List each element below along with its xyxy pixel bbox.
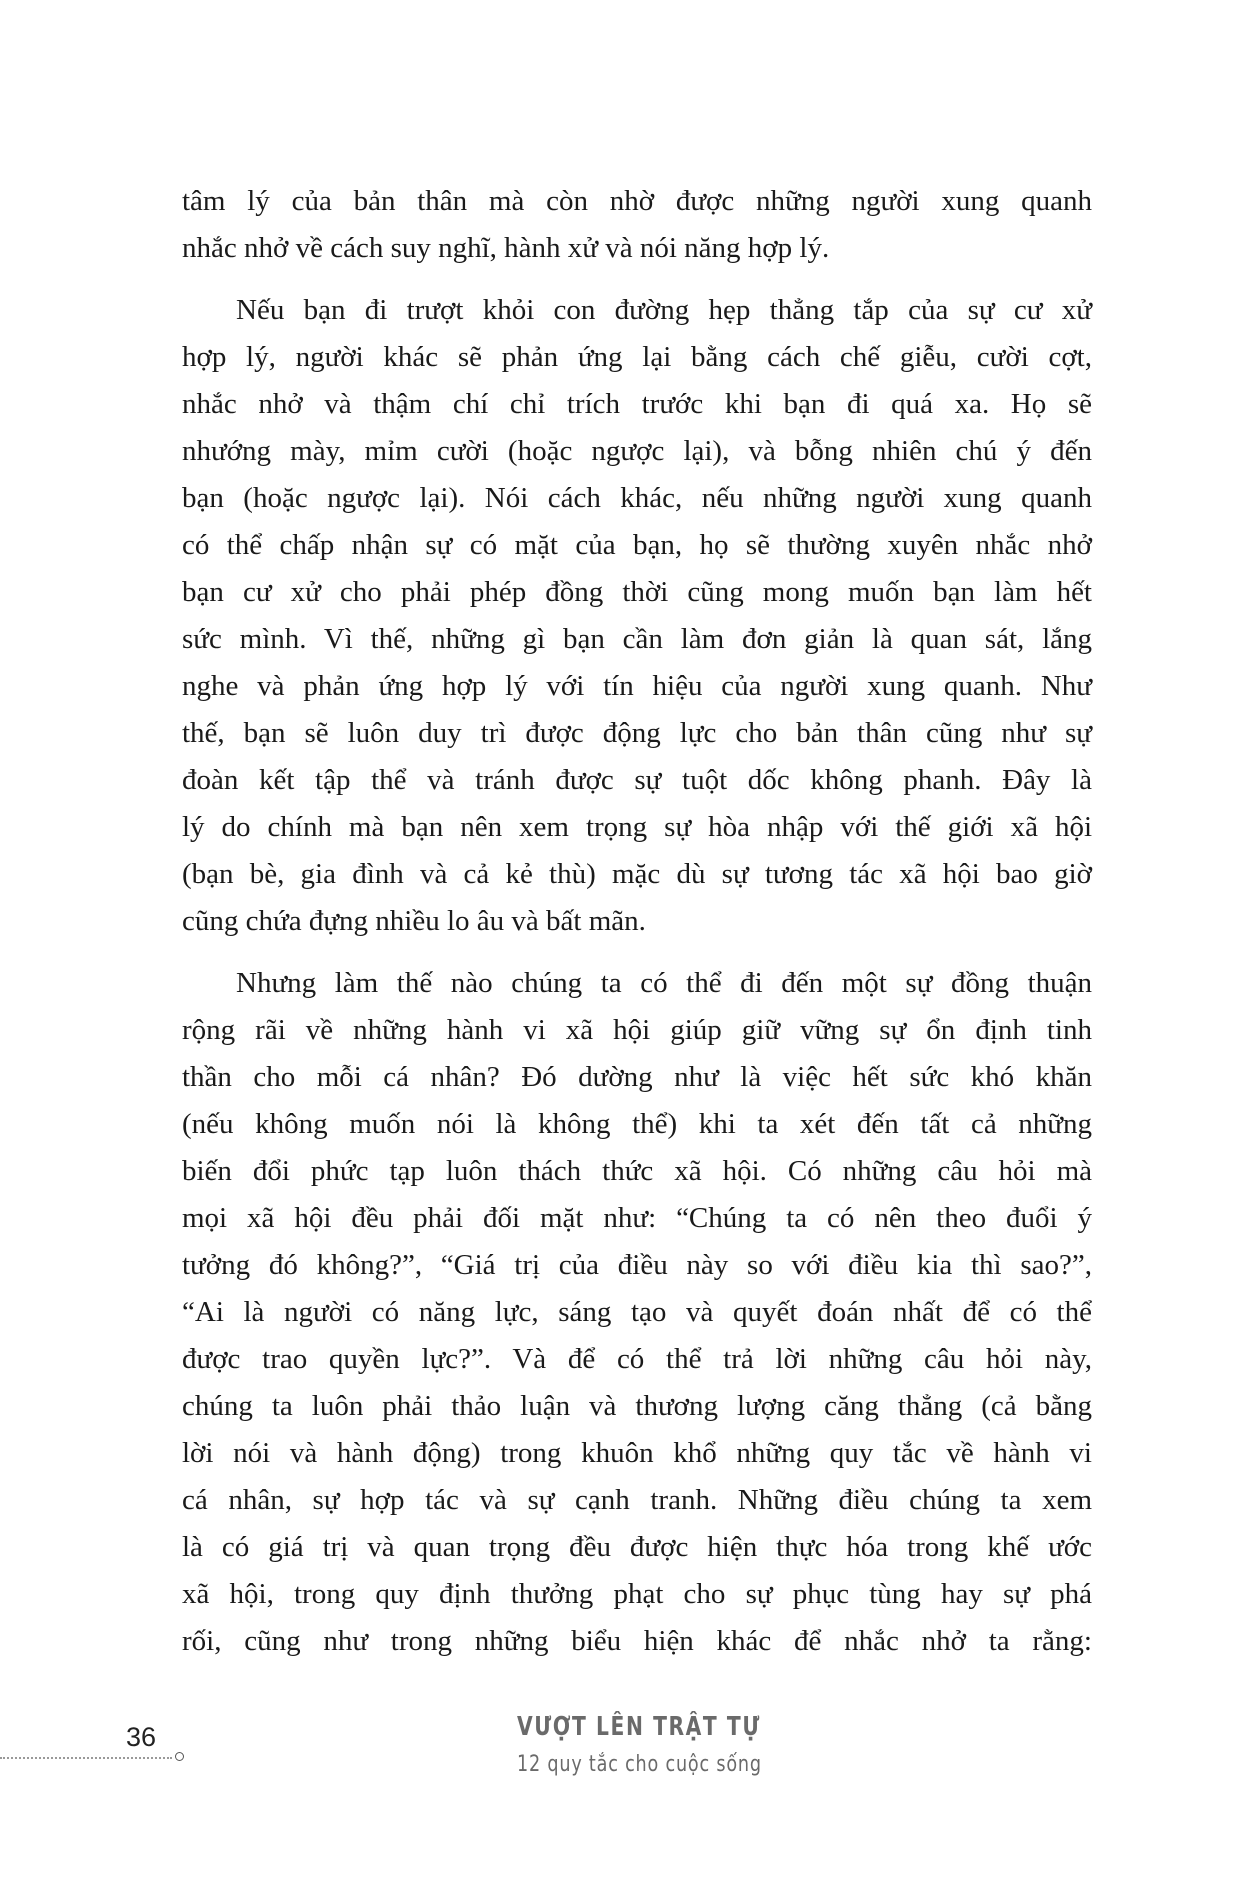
text-line: xã hội, trong quy định thưởng phạt cho sự phục tùng hay sự phá <box>182 1578 1092 1610</box>
text-line: rộng rãi về những hành vi xã hội giúp giữ vững sự ổn định tinh <box>182 1014 1092 1046</box>
text-line: chúng ta luôn phải thảo luận và thương lượng căng thẳng (cả bằng <box>182 1390 1092 1422</box>
text-line: lý do chính mà bạn nên xem trọng sự hòa nhập với thế giới xã hội <box>182 811 1092 843</box>
text-line: “Ai là người có năng lực, sáng tạo và quyết đoán nhất để có thể <box>182 1296 1092 1328</box>
dotted-rule <box>0 1757 172 1759</box>
text-line: (bạn bè, gia đình và cả kẻ thù) mặc dù sự tương tác xã hội bao giờ <box>182 858 1092 890</box>
paragraph <box>182 178 1092 272</box>
text-line: mọi xã hội đều phải đối mặt như: “Chúng ta có nên theo đuổi ý <box>182 1202 1092 1234</box>
running-title: VƯỢT LÊN TRẬT TỰ <box>517 1712 761 1742</box>
text-line: rối, cũng như trong những biểu hiện khác để nhắc nhở ta rằng: <box>182 1625 1092 1657</box>
text-line: nhắc nhở và thậm chí chỉ trích trước khi bạn đi quá xa. Họ sẽ <box>182 388 1092 420</box>
text-line: đoàn kết tập thể và tránh được sự tuột dốc không phanh. Đây là <box>182 764 1092 796</box>
text-line: nghe và phản ứng hợp lý với tín hiệu của người xung quanh. Như <box>182 670 1092 702</box>
text-line: nhắc nhở về cách suy nghĩ, hành xử và nói năng hợp lý. <box>182 232 830 264</box>
text-line: Nhưng làm thế nào chúng ta có thể đi đến một sự đồng thuận <box>236 967 1092 999</box>
text-line: tưởng đó không?”, “Giá trị của điều này so với điều kia thì sao?”, <box>182 1249 1092 1281</box>
paragraph <box>182 960 1092 1665</box>
text-line: Nếu bạn đi trượt khỏi con đường hẹp thẳng tắp của sự cư xử <box>236 294 1092 326</box>
page-number: 36 <box>126 1722 157 1752</box>
text-line: hợp lý, người khác sẽ phản ứng lại bằng cách chế giễu, cười cợt, <box>182 341 1092 373</box>
text-line: sức mình. Vì thế, những gì bạn cần làm đơn giản là quan sát, lắng <box>182 623 1092 655</box>
text-line: bạn (hoặc ngược lại). Nói cách khác, nếu những người xung quanh <box>182 482 1092 514</box>
text-line: lời nói và hành động) trong khuôn khổ những quy tắc về hành vi <box>182 1437 1092 1469</box>
body-text <box>182 178 1092 1680</box>
text-line: thần cho mỗi cá nhân? Đó dường như là việc hết sức khó khăn <box>182 1061 1092 1093</box>
text-line: bạn cư xử cho phải phép đồng thời cũng mong muốn bạn làm hết <box>182 576 1092 608</box>
text-line: (nếu không muốn nói là không thể) khi ta xét đến tất cả những <box>182 1108 1092 1140</box>
text-line: có thể chấp nhận sự có mặt của bạn, họ sẽ thường xuyên nhắc nhở <box>182 529 1092 561</box>
text-line: được trao quyền lực?”. Và để có thể trả lời những câu hỏi này, <box>182 1343 1092 1375</box>
text-line: biến đổi phức tạp luôn thách thức xã hội. Có những câu hỏi mà <box>182 1155 1092 1187</box>
running-subtitle: 12 quy tắc cho cuộc sống <box>517 1752 762 1777</box>
text-line: cá nhân, sự hợp tác và sự cạnh tranh. Những điều chúng ta xem <box>182 1484 1092 1516</box>
circle-ornament-icon <box>175 1752 184 1761</box>
text-line: là có giá trị và quan trọng đều được hiện thực hóa trong khế ước <box>182 1531 1092 1563</box>
text-line: cũng chứa đựng nhiều lo âu và bất mãn. <box>182 905 646 937</box>
text-line: thế, bạn sẽ luôn duy trì được động lực cho bản thân cũng như sự <box>182 717 1092 749</box>
text-line: tâm lý của bản thân mà còn nhờ được những người xung quanh <box>182 185 1092 217</box>
paragraph <box>182 287 1092 945</box>
text-line: nhướng mày, mỉm cười (hoặc ngược lại), và bỗng nhiên chú ý đến <box>182 435 1092 467</box>
